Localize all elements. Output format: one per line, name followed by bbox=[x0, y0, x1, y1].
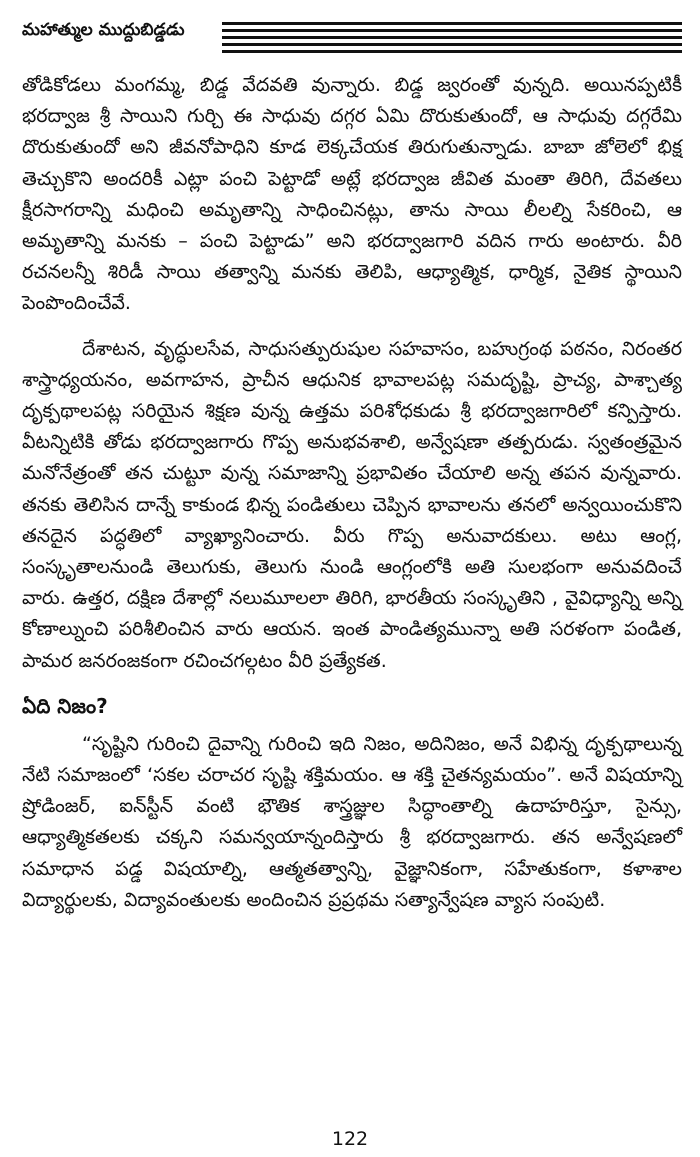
header-rule bbox=[222, 50, 682, 53]
section-heading: ఏది నిజం? bbox=[22, 693, 108, 718]
header-rule bbox=[222, 22, 682, 25]
header-rule bbox=[222, 36, 682, 39]
page-body bbox=[22, 70, 682, 930]
running-title: మహాత్ముల ముద్దుబిడ్డడు bbox=[22, 20, 185, 40]
page-header bbox=[22, 18, 682, 58]
header-rules bbox=[222, 22, 682, 57]
page-number: 122 bbox=[331, 1128, 369, 1150]
paragraph: “సృష్టిని గురించి దైవాన్ని గురించి ఇది నిజం, అదినిజం, అనే విభిన్న దృక్పథాలున్న నేటి సమాజంలో ‘సకల చరాచర సృష్టి శక్తిమయం. ఆ శక్తి చైతన్యమయం”. అనే విషయాన్ని ష్రోడింజర్, ఐన్‌స్టీన్ వంటి భౌతిక శాస్త్రజ్ఞుల సిద్ధాంతాల్ని ఉదాహరిస్తూ, సైన్సు, ఆధ్యాత్మికతలకు చక్కని సమన్వయాన్నందిస్తారు శ్రీ భరద్వాజగారు. తన అన్వేషణలో సమాధాన పడ్డ విషయాల్ని, ఆత్మతత్వాన్ని, వైజ్ఞానికంగా, సహేతుకంగా, కళాశాల విద్యార్థులకు, విద్యావంతులకు అందించిన ప్రప్రథమ సత్యాన్వేషణ వ్యాస సంపుటి. bbox=[22, 732, 682, 911]
header-rule bbox=[222, 29, 682, 32]
paragraph: దేశాటన, వృద్ధులసేవ, సాధుసత్పురుషుల సహవాసం, బహుగ్రంథ పఠనం, నిరంతర శాస్త్రాధ్యయనం, అవగాహన, ప్రాచీన ఆధునిక భావాలపట్ల సమదృష్టి, ప్రాచ్య, పాశ్చాత్య దృక్పథాలపట్ల సరియైన శిక్షణ వున్న ఉత్తమ పరిశోధకుడు శ్రీ భరద్వాజగారిలో కన్పిస్తారు. వీటన్నిటికి తోడు భరద్వాజగారు గొప్ప అనుభవశాలి, అన్వేషణా తత్పరుడు. స్వతంత్రమైన మనోనేత్రంతో తన చుట్టూ వున్న సమాజాన్ని ప్రభావితం చేయాలి అన్న తపన వున్నవారు. తనకు తెలిసిన దాన్నే కాకుండ భిన్న పండితులు చెప్పిన భావాలను తనలో అన్వయించుకొని తనదైన పద్ధతిలో వ్యాఖ్యానించారు. వీరు గొప్ప అనువాదకులు. అటు ఆంగ్ల, సంస్కృతాలనుండి తెలుగుకు, తెలుగు నుండి ఆంగ్లంలోకి అతి సులభంగా అనువదించే వారు. ఉత్తర, దక్షిణ దేశాల్లో నలుమూలలా తిరిగి, భారతీయ సంస్కృతిని , వైవిధ్యాన్ని అన్ని కోణాల్నుంచి పరిశీలించిన వారు ఆయన. ఇంత పాండిత్యమున్నా అతి సరళంగా పండిత, పామర జనరంజకంగా రచించగల్గటం వీరి ప్రత్యేకత. bbox=[22, 337, 682, 672]
paragraph: తోడికోడలు మంగమ్మ, బిడ్డ వేదవతి వున్నారు. బిడ్డ జ్వరంతో వున్నది. అయినప్పటికీ భరద్వాజ శ్రీ సాయిని గుర్చి ఈ సాధువు దగ్గర ఏమి దొరుకుతుందో, ఆ సాధువు దగ్గరేమి దొరుకుతుందో అని జీవనోపాధిని కూడ లెక్కచేయక తిరుగుతున్నాడు. బాబా జోలెలో భిక్ష తెచ్చుకొని అందరికీ ఎట్లా పంచి పెట్టాడో అట్లే భరద్వాజ జీవిత మంతా తిరిగి, దేవతలు క్షీరసాగరాన్ని మధించి అమృతాన్ని సాధించినట్లు, తాను సాయి లీలల్ని సేకరించి, ఆ అమృతాన్ని మనకు – పంచి పెట్టాడు” అని భరద్వాజగారి వదిన గారు అంటారు. వీరి రచనలన్నీ శిరిడీ సాయి తత్వాన్ని మనకు తెలిపి, ఆధ్యాత్మిక, ధార్మిక, నైతిక స్థాయిని పెంపొందించేవే. bbox=[22, 74, 682, 315]
header-rule bbox=[222, 43, 682, 46]
